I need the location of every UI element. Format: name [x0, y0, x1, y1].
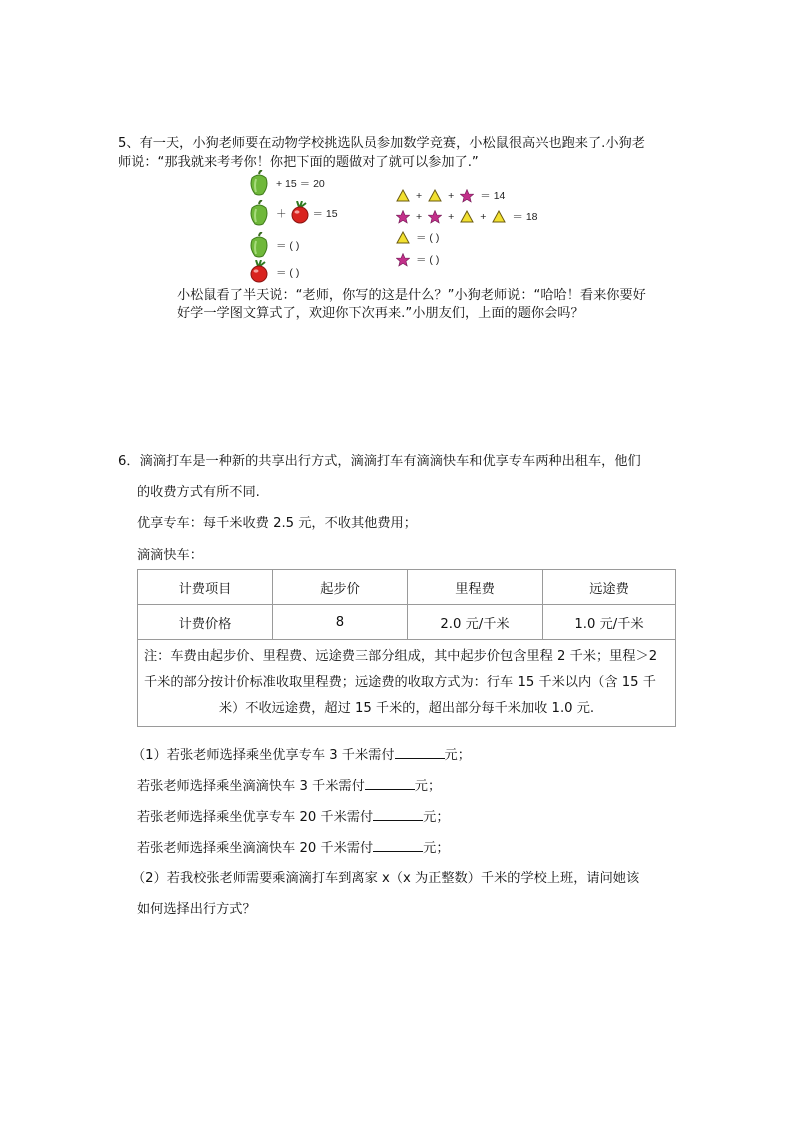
- picture-equation-figure: [248, 170, 558, 284]
- table-cell: 计费价格: [138, 605, 273, 640]
- table-cell: 2.0 元/千米: [408, 605, 543, 640]
- answer-blank[interactable]: [365, 775, 415, 790]
- left-eq-1-text: + 15 ＝ 20: [276, 177, 325, 190]
- right-eq-3: [396, 230, 439, 245]
- right-eq-2-plus-3: +: [480, 210, 487, 223]
- q6-line-2: 的收费方式有所不同.: [137, 485, 260, 500]
- table-header-row: [138, 570, 676, 605]
- right-eq-4-text: ＝ ( ): [416, 254, 440, 266]
- table-header-cell: 里程费: [408, 570, 543, 605]
- note-line-1: 注：车费由起步价、里程费、远途费三部分组成，其中起步价包含里程 2 千米；里程＞2: [144, 649, 658, 664]
- right-eq-3-text: ＝ ( ): [416, 232, 440, 244]
- green-pepper-icon: [248, 200, 270, 226]
- part1-d-text: 若张老师选择乘坐滴滴快车 20 千米需付: [137, 841, 374, 856]
- left-eq-4: [248, 260, 299, 284]
- part1-line-d: [137, 837, 450, 859]
- left-eq-1: [248, 170, 325, 196]
- triangle-icon: [460, 210, 474, 223]
- triangle-icon: [396, 231, 410, 244]
- table-row: [138, 605, 676, 640]
- q6-line-1: 6．滴滴打车是一种新的共享出行方式，滴滴打车有滴滴快车和优享专车两种出租车，他们: [118, 454, 641, 469]
- radish-icon: [289, 201, 311, 225]
- table-header-cell: 起步价: [273, 570, 408, 605]
- q5-after-line-1: 小松鼠看了半天说：“老师，你写的这是什么？”小狗老师说：“哈哈！看来你要好: [177, 288, 646, 303]
- green-pepper-icon: [248, 232, 270, 258]
- answer-blank[interactable]: [373, 837, 423, 852]
- table-header-cell: 计费项目: [138, 570, 273, 605]
- left-eq-2-result: ＝ 15: [312, 207, 338, 220]
- unit-yuan: 元；: [444, 748, 471, 763]
- left-eq-3-text: ＝ ( ): [276, 239, 300, 252]
- part1-a-text: （1）若张老师选择乘坐优享专车 3 千米需付: [132, 748, 395, 763]
- right-eq-1-plus-1: +: [416, 189, 423, 202]
- star-icon: [396, 253, 410, 267]
- table-header-cell: 远途费: [543, 570, 676, 605]
- right-eq-4: [396, 252, 439, 267]
- table-note-row: [138, 640, 676, 727]
- part2-line-b: 如何选择出行方式？: [137, 902, 256, 917]
- q5-after-line-2: 好学一学图文算式了，欢迎你下次再来.”小朋友们，上面的题你会吗？: [177, 306, 584, 321]
- table-cell: 1.0 元/千米: [543, 605, 676, 640]
- didi-label: 滴滴快车：: [137, 548, 203, 563]
- triangle-icon: [492, 210, 506, 223]
- table-cell: 8: [273, 605, 408, 640]
- star-icon: [428, 210, 442, 224]
- right-eq-2: [396, 209, 538, 224]
- right-eq-2-plus-2: +: [448, 210, 455, 223]
- q5-line-1: 5、有一天，小狗老师要在动物学校挑选队员参加数学竞赛，小松鼠很高兴也跑来了.小狗老: [118, 136, 645, 151]
- part1-line-b: [137, 775, 441, 797]
- right-eq-2-result: ＝ 18: [512, 211, 538, 223]
- green-pepper-icon: [248, 170, 270, 196]
- youxiang-pricing: 优享专车：每千米收费 2.5 元，不收其他费用；: [137, 516, 417, 531]
- left-eq-4-text: ＝ ( ): [276, 266, 300, 279]
- star-icon: [396, 210, 410, 224]
- triangle-icon: [396, 189, 410, 202]
- fee-table: [137, 569, 676, 727]
- unit-yuan: 元；: [423, 841, 450, 856]
- part1-line-c: [137, 806, 450, 828]
- part1-line-a: [132, 744, 471, 766]
- right-eq-2-plus-1: +: [416, 210, 423, 223]
- left-eq-2-plus: ＋: [276, 207, 287, 220]
- part1-b-text: 若张老师选择乘坐滴滴快车 3 千米需付: [137, 779, 365, 794]
- unit-yuan: 元；: [414, 779, 442, 794]
- answer-blank[interactable]: [373, 806, 423, 821]
- part2-line-a: （2）若我校张老师需要乘滴滴打车到离家 x（x 为正整数）千米的学校上班，请问她该: [132, 871, 640, 886]
- left-eq-3: [248, 232, 299, 258]
- table-note: [138, 640, 676, 727]
- unit-yuan: 元；: [423, 810, 450, 825]
- answer-blank[interactable]: [395, 744, 445, 759]
- right-eq-1-result: ＝ 14: [480, 190, 506, 202]
- star-icon: [460, 189, 474, 203]
- left-eq-2: [248, 200, 338, 226]
- part1-c-text: 若张老师选择乘坐优享专车 20 千米需付: [137, 810, 374, 825]
- radish-icon: [248, 260, 270, 284]
- note-line-3: 米）不收远途费，超过 15 千米的，超出部分每千米加收 1.0 元.: [218, 701, 595, 716]
- triangle-icon: [428, 189, 442, 202]
- q5-line-2: 师说：“那我就来考考你！你把下面的题做对了就可以参加了.”: [118, 155, 479, 170]
- right-eq-1: [396, 188, 505, 203]
- note-line-2: 千米的部分按计价标准收取里程费；远途费的收取方式为：行车 15 千米以内（含 15 千: [144, 675, 656, 690]
- right-eq-1-plus-2: +: [448, 189, 455, 202]
